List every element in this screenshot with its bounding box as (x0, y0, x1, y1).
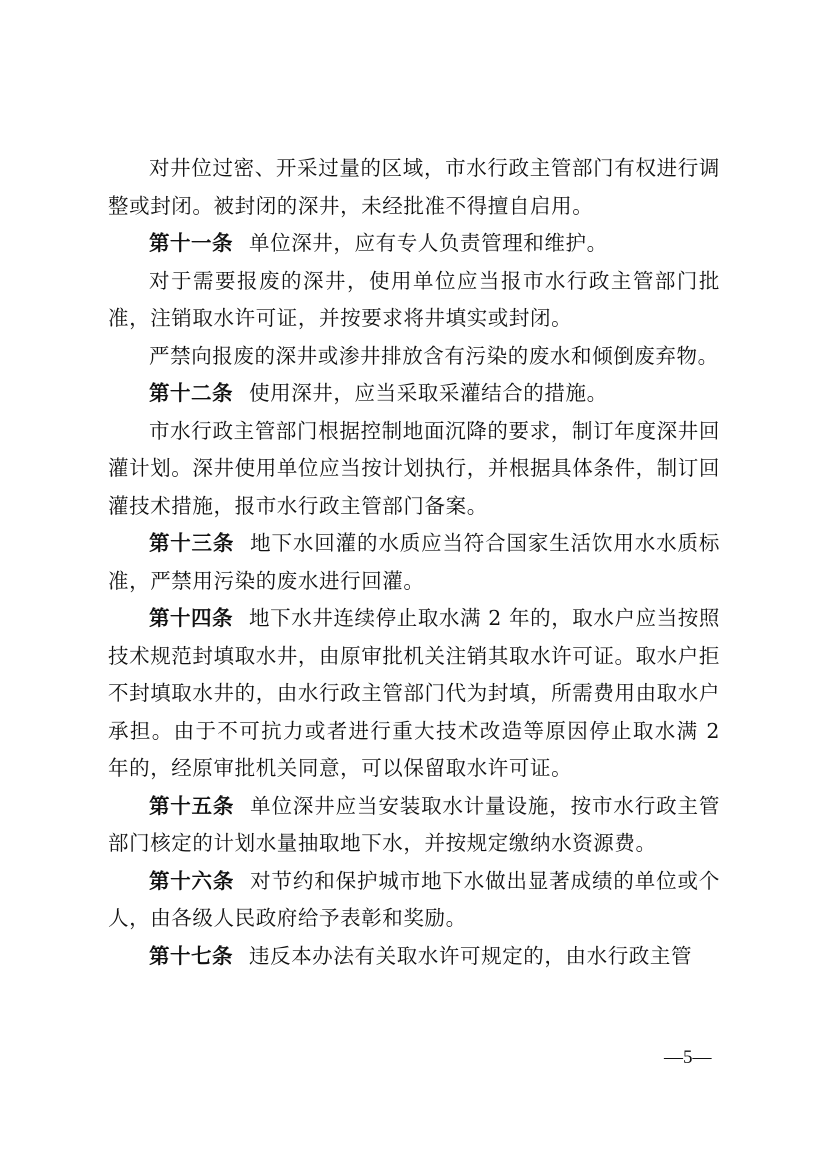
paragraph-4 (108, 338, 720, 376)
article-heading: 第十四条 (149, 606, 234, 630)
paragraph-text: 使用深井，应当采取采灌结合的措施。 (249, 381, 608, 405)
paragraph-text: 单位深井应当安装取水计量设施，按市水行政主管部门核定的计划水量抽取地下水，并按规定缴纳水资源费。 (108, 793, 721, 855)
article-heading: 第十三条 (149, 531, 235, 555)
paragraph-6 (108, 413, 720, 526)
article-12 (108, 375, 720, 413)
article-16 (108, 863, 720, 938)
article-heading: 第十二条 (149, 381, 233, 405)
paragraph-text: 对节约和保护城市地下水做出显著成绩的单位或个人，由各级人民政府给予表彰和奖励。 (108, 868, 721, 930)
article-17 (108, 938, 720, 976)
article-13 (108, 525, 720, 600)
paragraph-3 (108, 263, 720, 338)
article-heading: 第十六条 (149, 868, 235, 893)
paragraph-text: 地下水回灌的水质应当符合国家生活饮用水水质标准，严禁用污染的废水进行回灌。 (108, 531, 721, 593)
article-15 (108, 788, 720, 863)
article-heading: 第十五条 (149, 793, 235, 818)
paragraph-text: 对井位过密、开采过量的区域，市水行政主管部门有权进行调整或封闭。被封闭的深井，未经批准不得擅自启用。 (108, 156, 720, 218)
article-heading: 第十一条 (149, 231, 233, 255)
paragraph-text: 市水行政主管部门根据控制地面沉降的要求，制订年度深井回灌计划。深井使用单位应当按计划执行，并根据具体条件，制订回灌技术措施，报市水行政主管部门备案。 (108, 418, 720, 518)
article-heading: 第十七条 (149, 943, 233, 968)
page-number: —5— (664, 1047, 712, 1068)
paragraph-text: 单位深井，应有专人负责管理和维护。 (249, 231, 608, 255)
paragraph-text: 对于需要报废的深井，使用单位应当报市水行政主管部门批准，注销取水许可证，并按要求将井填实或封闭。 (108, 268, 720, 330)
paragraph-1 (108, 150, 720, 225)
paragraph-text: 严禁向报废的深井或渗井排放含有污染的废水和倾倒废弃物。 (149, 343, 719, 368)
article-14 (108, 600, 720, 788)
article-11 (108, 225, 720, 263)
paragraph-text: 地下水井连续停止取水满 2 年的，取水户应当按照技术规范封填取水井，由原审批机关注销其取水许可证。取水户拒不封填取水井的，由水行政主管部门代为封填，所需费用由取水户承担。由于不可抗力或者进行重大技术改造等原因停止取水满 2 年的，经原审批机关同意，可以保留取水许可证。 (108, 606, 721, 780)
paragraph-text: 违反本办法有关取水许可规定的，由水行政主管 (249, 943, 693, 968)
body-text (108, 150, 720, 975)
